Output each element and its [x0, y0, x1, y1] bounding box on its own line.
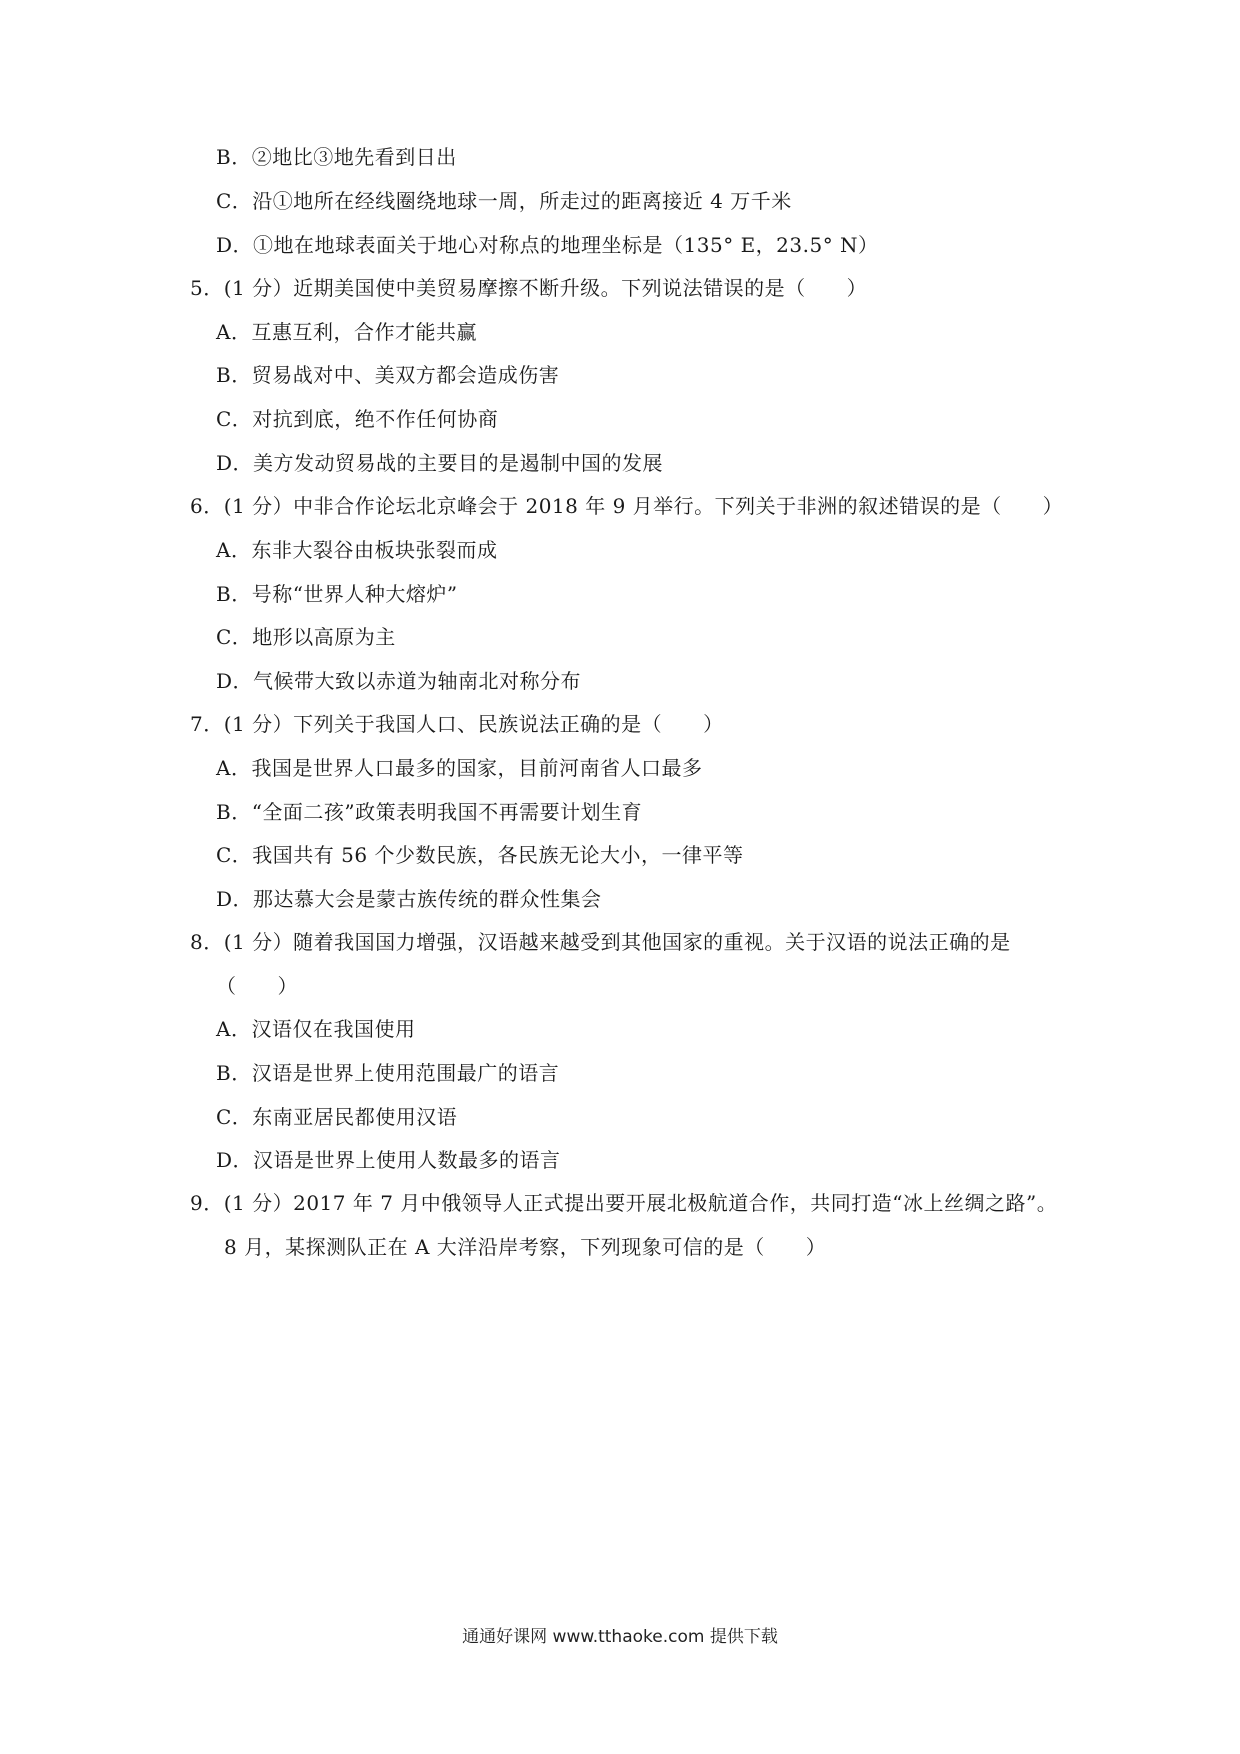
q5-option-d: D．美方发动贸易战的主要目的是遏制中国的发展 [216, 451, 664, 475]
q6-option-d: D．气候带大致以赤道为轴南北对称分布 [216, 669, 582, 693]
q5-option-c: C．对抗到底，绝不作任何协商 [216, 407, 499, 431]
q6-option-c: C．地形以高原为主 [216, 625, 396, 649]
q5-option-a: A．互惠互利，合作才能共赢 [216, 320, 477, 344]
q5-stem: 5．(1 分）近期美国使中美贸易摩擦不断升级。下列说法错误的是（ ） [190, 276, 868, 300]
q9-stem-continued: 8 月，某探测队正在 A 大洋沿岸考察，下列现象可信的是（ ） [224, 1235, 827, 1259]
q8-option-c: C．东南亚居民都使用汉语 [216, 1105, 458, 1129]
q4-option-b: B．②地比③地先看到日出 [216, 145, 457, 169]
q4-option-c: C．沿①地所在经线圈绕地球一周，所走过的距离接近 4 万千米 [216, 189, 792, 213]
q8-stem: 8．(1 分）随着我国国力增强，汉语越来越受到其他国家的重视。关于汉语的说法正确的是 [190, 930, 1011, 954]
q5-option-b: B．贸易战对中、美双方都会造成伤害 [216, 363, 560, 387]
q6-option-b: B．号称“世界人种大熔炉” [216, 582, 458, 606]
q8-option-a: A．汉语仅在我国使用 [216, 1017, 416, 1041]
q8-stem-paren: （ ） [216, 974, 298, 998]
q7-option-b: B．“全面二孩”政策表明我国不再需要计划生育 [216, 800, 643, 824]
q7-option-d: D．那达慕大会是蒙古族传统的群众性集会 [216, 887, 602, 911]
q7-option-a: A．我国是世界人口最多的国家，目前河南省人口最多 [216, 756, 703, 780]
q8-option-b: B．汉语是世界上使用范围最广的语言 [216, 1061, 560, 1085]
q6-stem: 6．(1 分）中非合作论坛北京峰会于 2018 年 9 月举行。下列关于非洲的叙述错误的是（ ） [190, 494, 1064, 518]
q7-option-c: C．我国共有 56 个少数民族，各民族无论大小，一律平等 [216, 843, 744, 867]
q4-option-d: D．①地在地球表面关于地心对称点的地理坐标是（135° E，23.5° N） [216, 233, 879, 257]
q7-stem: 7．(1 分）下列关于我国人口、民族说法正确的是（ ） [190, 712, 724, 736]
page-footer: 通通好课网 www.tthaoke.com 提供下载 [462, 1627, 778, 1647]
q6-option-a: A．东非大裂谷由板块张裂而成 [216, 538, 498, 562]
q8-option-d: D．汉语是世界上使用人数最多的语言 [216, 1148, 561, 1172]
q9-stem: 9．(1 分）2017 年 7 月中俄领导人正式提出要开展北极航道合作，共同打造“冰上丝绸之路”。 [190, 1191, 1058, 1215]
